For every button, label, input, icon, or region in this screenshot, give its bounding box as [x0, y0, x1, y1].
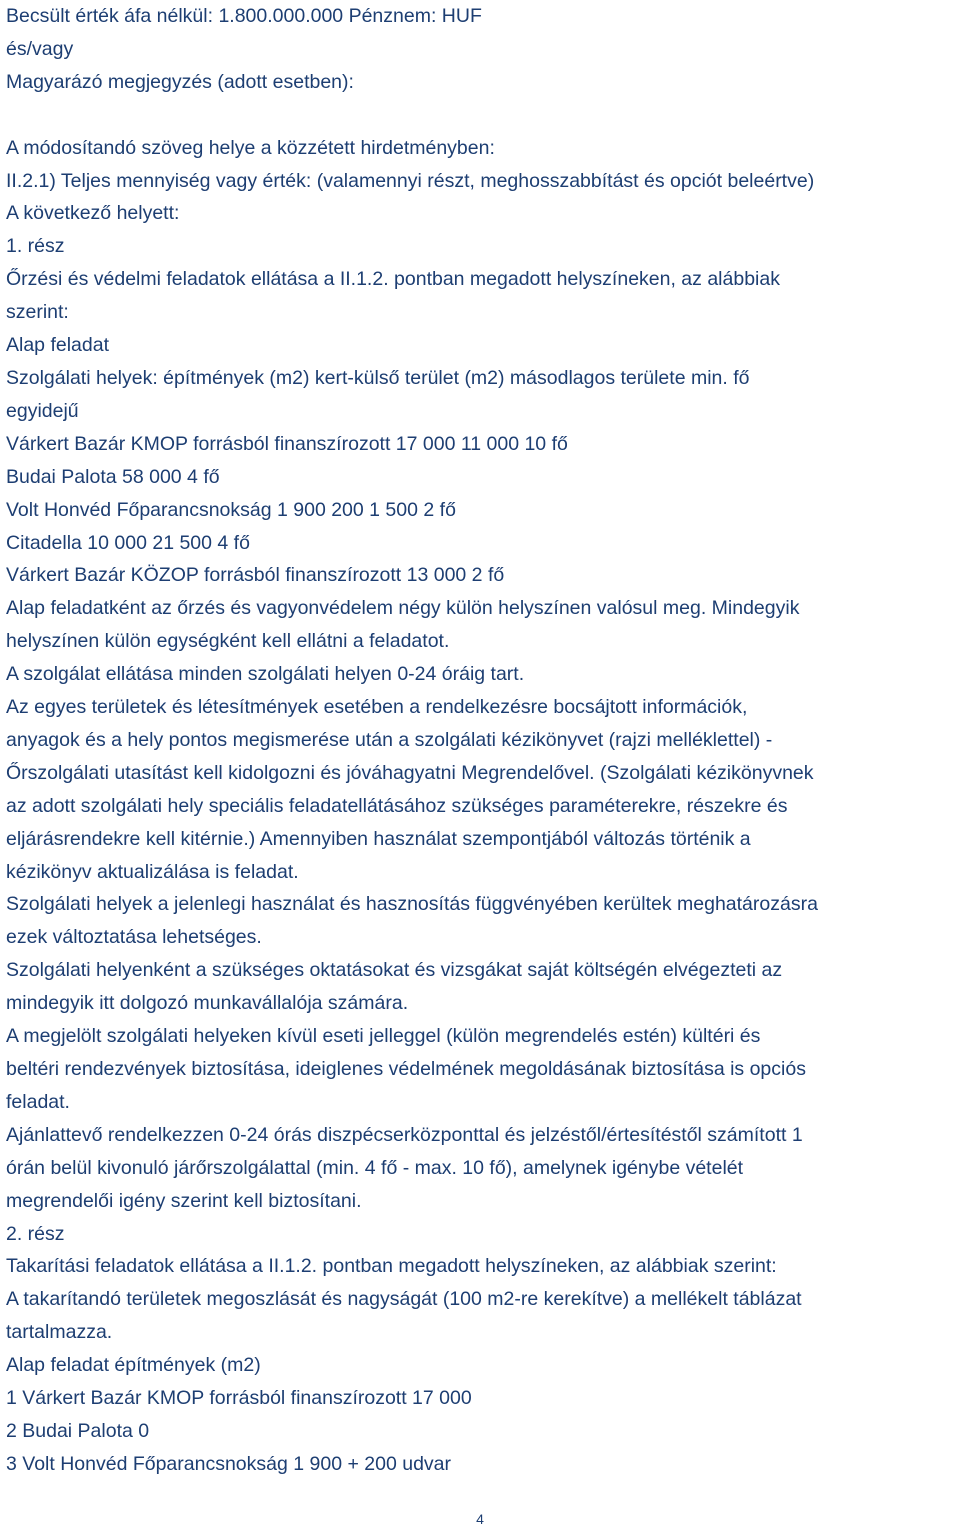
text-line: órán belül kivonuló járőrszolgálattal (min. 4 fő - max. 10 fő), amelynek igénybe vételét	[6, 1156, 744, 1179]
text-line: Takarítási feladatok ellátása a II.1.2. pontban megadott helyszíneken, az alábbiak szerint:	[6, 1255, 777, 1278]
text-line: Magyarázó megjegyzés (adott esetben):	[6, 70, 354, 93]
text-line: 3 Volt Honvéd Főparancsnokság 1 900 + 200 udvar	[6, 1452, 452, 1475]
text-line: Alap feladat építmények (m2)	[6, 1354, 261, 1377]
text-line: eljárásrendekre kell kitérnie.) Amennyiben használat szempontjából változás történik a	[6, 827, 751, 850]
text-line: szerint:	[6, 301, 69, 324]
text-line: 1 Várkert Bazár KMOP forrásból finanszírozott 17 000	[6, 1387, 472, 1410]
blank-line	[6, 99, 958, 132]
text-line: Becsült érték áfa nélkül: 1.800.000.000 Pénznem: HUF	[6, 5, 482, 27]
page-number: 4	[476, 1511, 484, 1527]
text-line: ezek változtatása lehetséges.	[6, 926, 262, 949]
text-line: kézikönyv aktualizálása is feladat.	[6, 860, 299, 883]
document-page	[6, 0, 958, 1531]
text-line: Várkert Bazár KÖZOP forrásból finanszírozott 13 000 2 fő	[6, 564, 505, 587]
text-line: A következő helyett:	[6, 202, 180, 225]
text-line: Őrzési és védelmi feladatok ellátása a II.1.2. pontban megadott helyszíneken, az alábbiak	[6, 268, 780, 291]
text-line: megrendelői igény szerint kell biztosítani.	[6, 1189, 362, 1212]
text-line: Volt Honvéd Főparancsnokság 1 900 200 1 500 2 fő	[6, 498, 456, 521]
text-line: és/vagy	[6, 37, 74, 60]
text-line: 2. rész	[6, 1222, 65, 1245]
text-line: egyidejű	[6, 399, 79, 422]
text-line: Szolgálati helyek a jelenlegi használat és hasznosítás függvényében kerültek meghatározásra	[6, 893, 818, 916]
text-line: Az egyes területek és létesítmények esetében a rendelkezésre bocsájtott információk,	[6, 696, 748, 719]
text-line: beltéri rendezvények biztosítása, ideiglenes védelmének megoldásának biztosítása is opciós	[6, 1058, 806, 1080]
text-line: Ajánlattevő rendelkezzen 0-24 órás diszpécserközponttal és jelzéstől/értesítéstől számított 1	[6, 1123, 803, 1146]
text-line: tartalmazza.	[6, 1321, 113, 1344]
text-line: Várkert Bazár KMOP forrásból finanszírozott 17 000 11 000 10 fő	[6, 432, 568, 455]
text-line: mindegyik itt dolgozó munkavállalója számára.	[6, 992, 409, 1015]
text-line: Citadella 10 000 21 500 4 fő	[6, 531, 250, 554]
text-line: 2 Budai Palota 0	[6, 1419, 150, 1442]
text-line: 1. rész	[6, 235, 65, 258]
document-text	[6, 0, 958, 1481]
text-line: helyszínen külön egységként kell ellátni a feladatot.	[6, 630, 450, 653]
text-line: Szolgálati helyek: építmények (m2) kert-külső terület (m2) másodlagos területe min. fő	[6, 366, 750, 389]
text-line: II.2.1) Teljes mennyiség vagy érték: (valamennyi részt, meghosszabbítást és opciót beleértve)	[6, 169, 815, 192]
text-line: Alap feladat	[6, 334, 109, 357]
text-line: anyagok és a hely pontos megismerése után a szolgálati kézikönyvet (rajzi melléklettel) -	[6, 728, 773, 751]
text-line: feladat.	[6, 1090, 70, 1113]
text-line: Szolgálati helyenként a szükséges oktatásokat és vizsgákat saját költségén elvégezteti az	[6, 959, 783, 982]
text-line: A megjelölt szolgálati helyeken kívül eseti jelleggel (külön megrendelés estén) kültéri és	[6, 1025, 761, 1048]
text-line: Budai Palota 58 000 4 fő	[6, 465, 220, 488]
text-line: A módosítandó szöveg helye a közzétett hirdetményben:	[6, 136, 495, 159]
text-line: A takarítandó területek megoszlását és nagyságát (100 m2-re kerekítve) a mellékelt táblázat	[6, 1288, 802, 1311]
text-line: Őrszolgálati utasítást kell kidolgozni és jóváhagyatni Megrendelővel. (Szolgálati kézikönyvnek	[6, 761, 814, 784]
text-line: az adott szolgálati hely speciális feladatellátásához szükséges paraméterekre, részekre és	[6, 794, 788, 817]
text-line: Alap feladatként az őrzés és vagyonvédelem négy külön helyszínen valósul meg. Mindegyik	[6, 597, 800, 620]
text-line: A szolgálat ellátása minden szolgálati helyen 0-24 óráig tart.	[6, 663, 525, 686]
